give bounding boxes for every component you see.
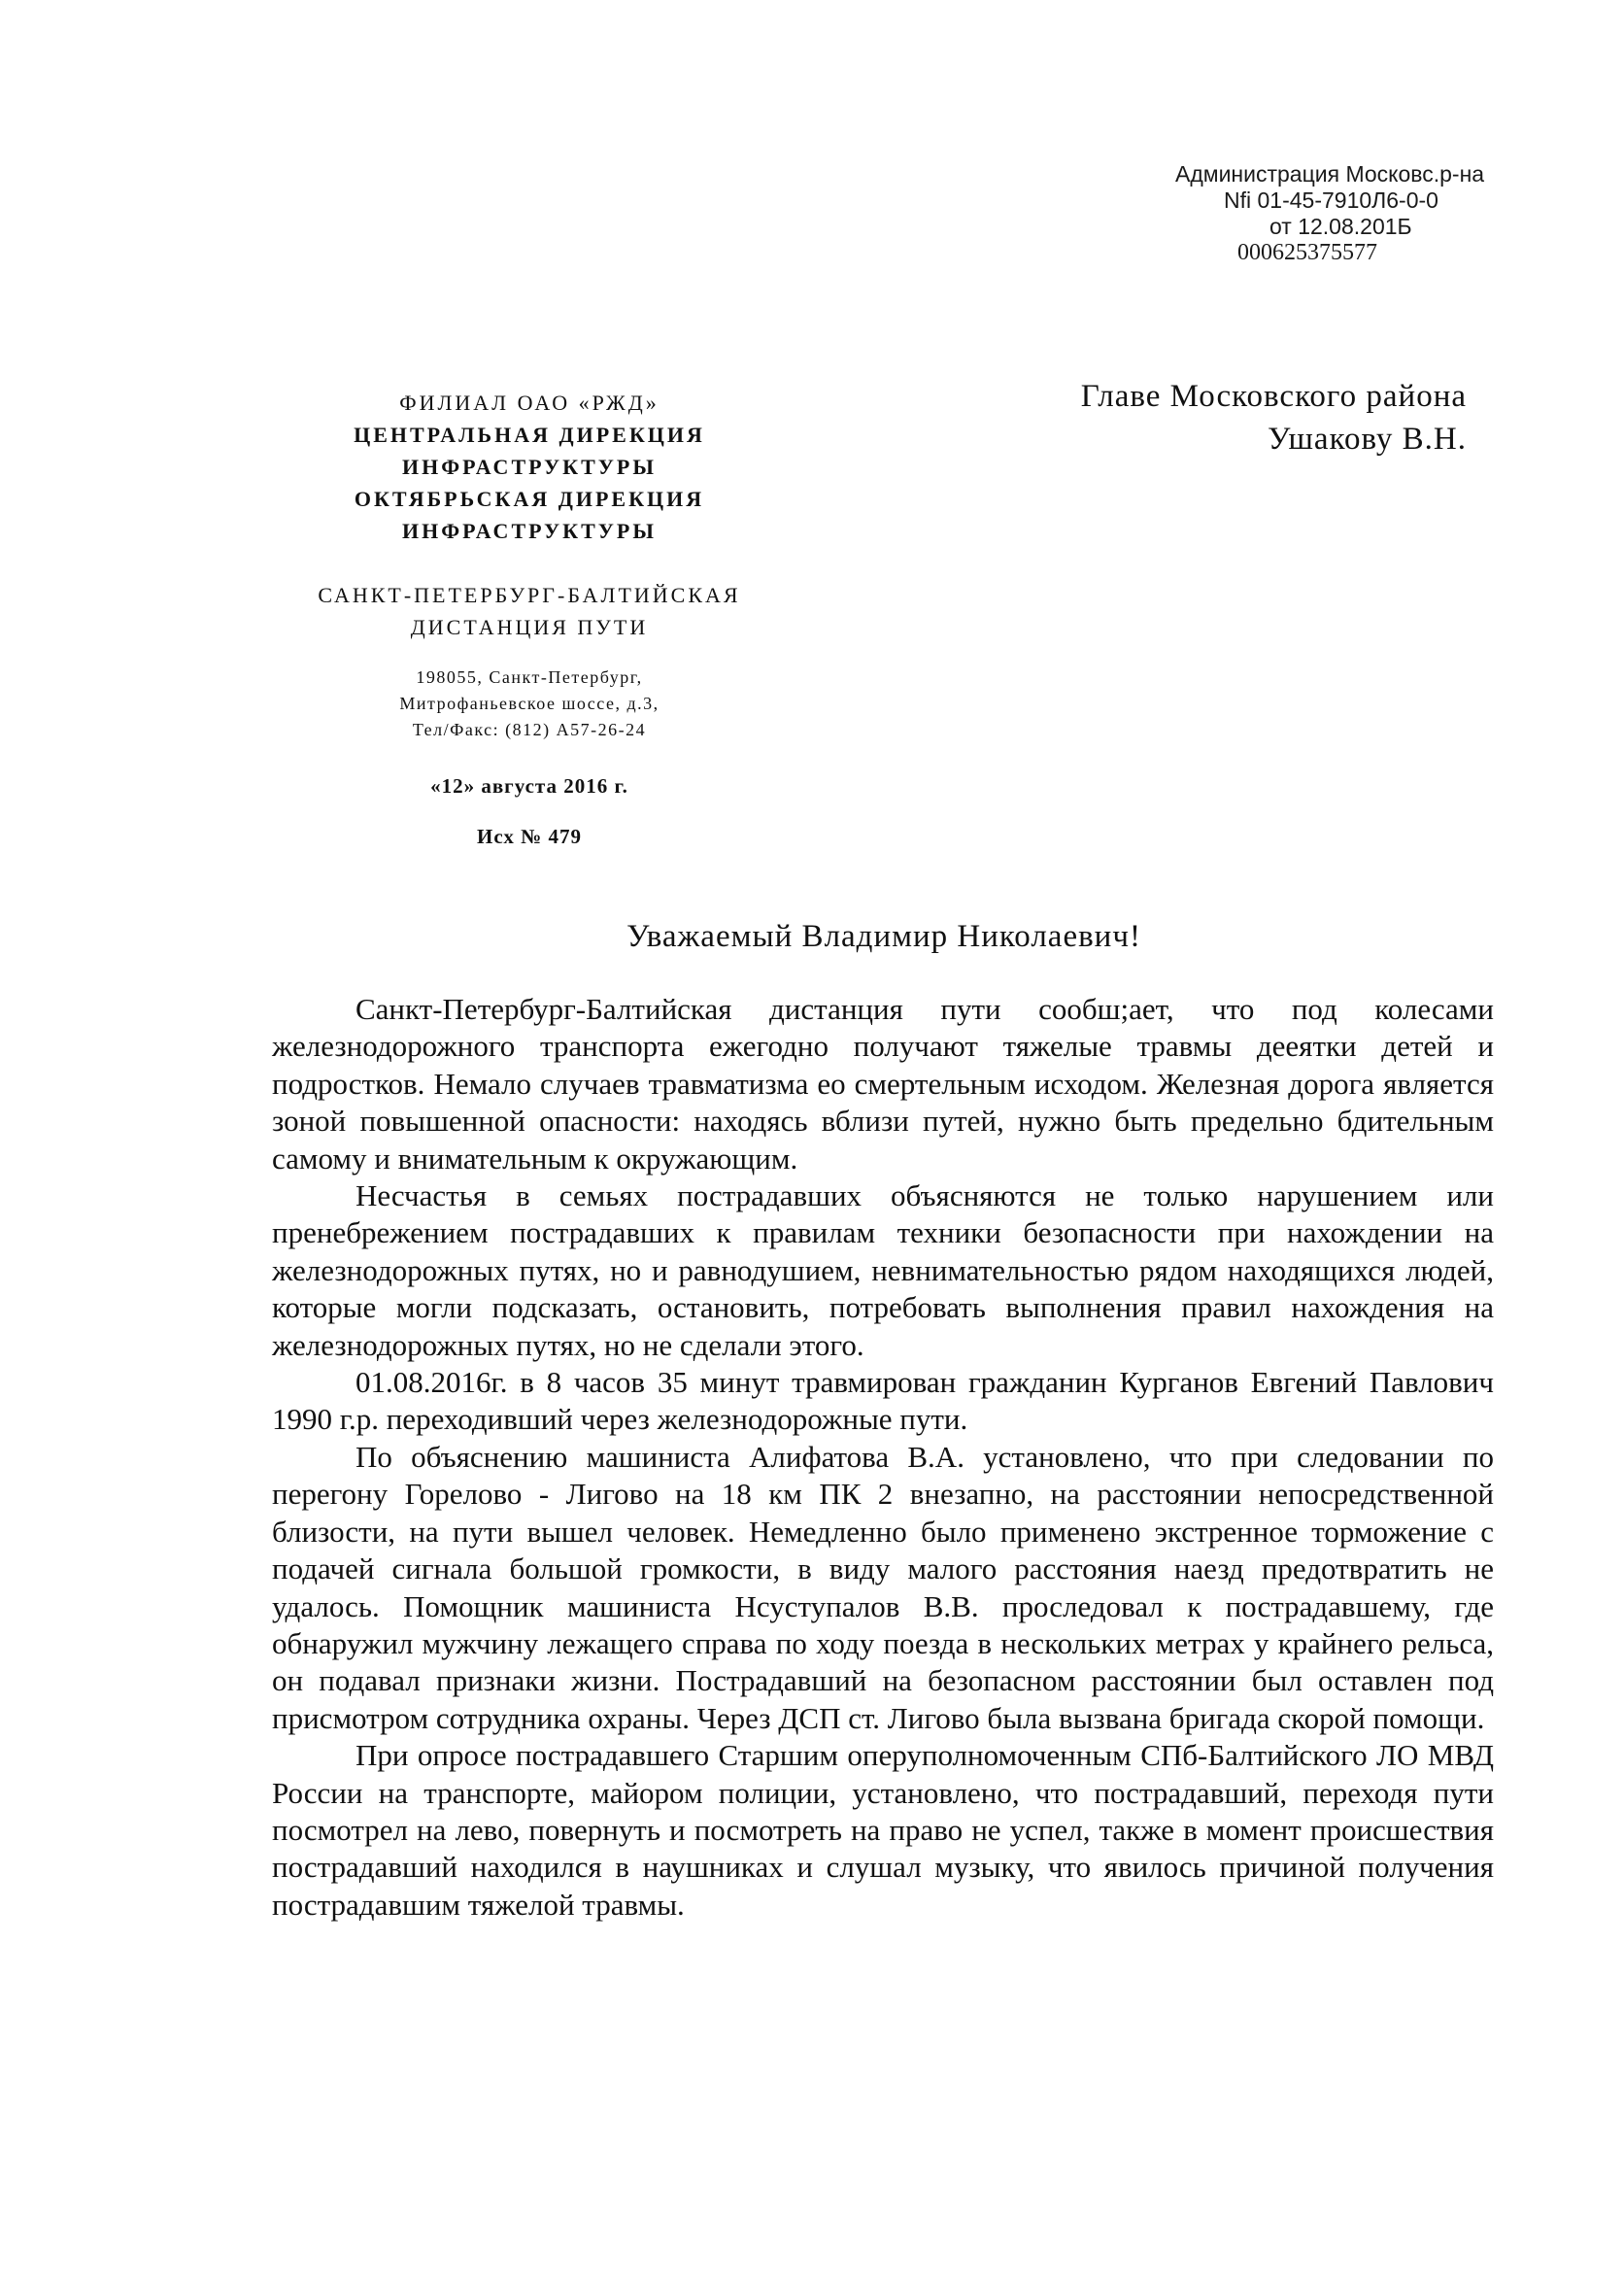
- letterhead-central-directorate: ЦЕНТРАЛЬНАЯ ДИРЕКЦИЯ: [354, 423, 705, 447]
- salutation: Уважаемый Владимир Николаевич!: [626, 919, 1141, 954]
- letterhead: [243, 387, 816, 850]
- body-paragraph: Несчастья в семьях пострадавших объясняются не только нарушением или пренебрежением пострадавших к правилам техники безопасности при нахождении на железнодорожных путях, но и равнодушием, невнимательностью рядом находящихся людей, которые могли подсказать, остановить, потребовать выполнения правил нахождения на железнодорожных путях, но не сделали этого.: [272, 1178, 1494, 1362]
- outgoing-number: Исх № 479: [477, 825, 582, 848]
- addressee-title: Главе Московского района: [1080, 379, 1467, 414]
- letterhead-october-directorate: ОКТЯБРЬСКАЯ ДИРЕКЦИЯ: [354, 487, 705, 511]
- body-paragraph: 01.08.2016г. в 8 часов 35 минут травмирован гражданин Курганов Евгений Павлович 1990 г.р. переходивший через железнодорожные пути.: [272, 1365, 1494, 1437]
- addressee: [1020, 375, 1467, 460]
- letterhead-october-directorate-cont: ИНФРАСТРУКТУРЫ: [402, 519, 657, 543]
- body-paragraph: Санкт-Петербург-Балтийская дистанция пути сообш;ает, что под колесами железнодорожного транспорта ежегодно получают тяжелые травмы дееятки детей и подростков. Немало случаев травматизма ео смертельным исходом. Железная дорога является зоной повышенной опасности: находясь вблизи путей, нужно быть предельно бдительным самому и внимательным к окружающим.: [272, 992, 1494, 1176]
- stamp-barcode-number: 000625375577: [1237, 240, 1377, 265]
- letterhead-division-cont: ДИСТАНЦИЯ ПУТИ: [410, 615, 649, 639]
- letter-date: «12» августа 2016 г.: [430, 774, 628, 798]
- letterhead-address-city: 198055, Санкт-Петербург,: [416, 667, 643, 687]
- stamp-date: от 12.08.201Б: [1269, 214, 1412, 239]
- letterhead-branch: ФИЛИАЛ ОАО «РЖД»: [399, 391, 660, 415]
- stamp-registration-number: Nfi 01-45-7910Л6-0-0: [1224, 187, 1438, 213]
- letterhead-address-street: Митрофаньевское шоссе, д.3,: [399, 694, 660, 713]
- letterhead-spacer: [243, 643, 816, 665]
- addressee-name: Ушакову В.Н.: [1268, 422, 1467, 457]
- letter-body: [272, 991, 1494, 1924]
- body-paragraph: По объяснению машиниста Алифатова В.А. установлено, что при следовании по перегону Горелово - Лигово на 18 км ПК 2 внезапно, на расстоянии непосредственной близости, на пути вышел человек. Немедленно было применено экстренное торможение с подачей сигнала большой громкости, в виду малого расстояния наезд предотвратить не удалось. Помощник машиниста Нсуступалов В.В. проследовал к пострадавшему, где обнаружил мужчину лежащего справа по ходу поезда в нескольких метрах у крайнего рельса, он подавал признаки жизни. Пострадавший на безопасном расстоянии был оставлен под присмотром сотрудника охраны. Через ДСП ст. Лигово была вызвана бригада скорой помощи.: [272, 1439, 1494, 1735]
- letterhead-division: САНКТ-ПЕТЕРБУРГ-БАЛТИЙСКАЯ: [318, 583, 741, 607]
- letterhead-spacer: [243, 547, 816, 579]
- letterhead-phone: Тел/Факс: (812) А57-26-24: [412, 720, 647, 739]
- stamp-organization: Администрация Московс.р-на: [1175, 161, 1485, 187]
- body-paragraph: При опросе пострадавшего Старшим оперуполномоченным СПб-Балтийского ЛО МВД России на транспорте, майором полиции, установлено, что пострадавший, переходя пути посмотрел на лево, повернуть и посмотреть на право не успел, также в момент происшествия пострадавший находился в наушниках и слушал музыку, что явилось причиной получения пострадавшим тяжелой травмы.: [272, 1738, 1494, 1922]
- letterhead-central-directorate-cont: ИНФРАСТРУКТУРЫ: [402, 455, 657, 479]
- registration-stamp: [1175, 161, 1525, 266]
